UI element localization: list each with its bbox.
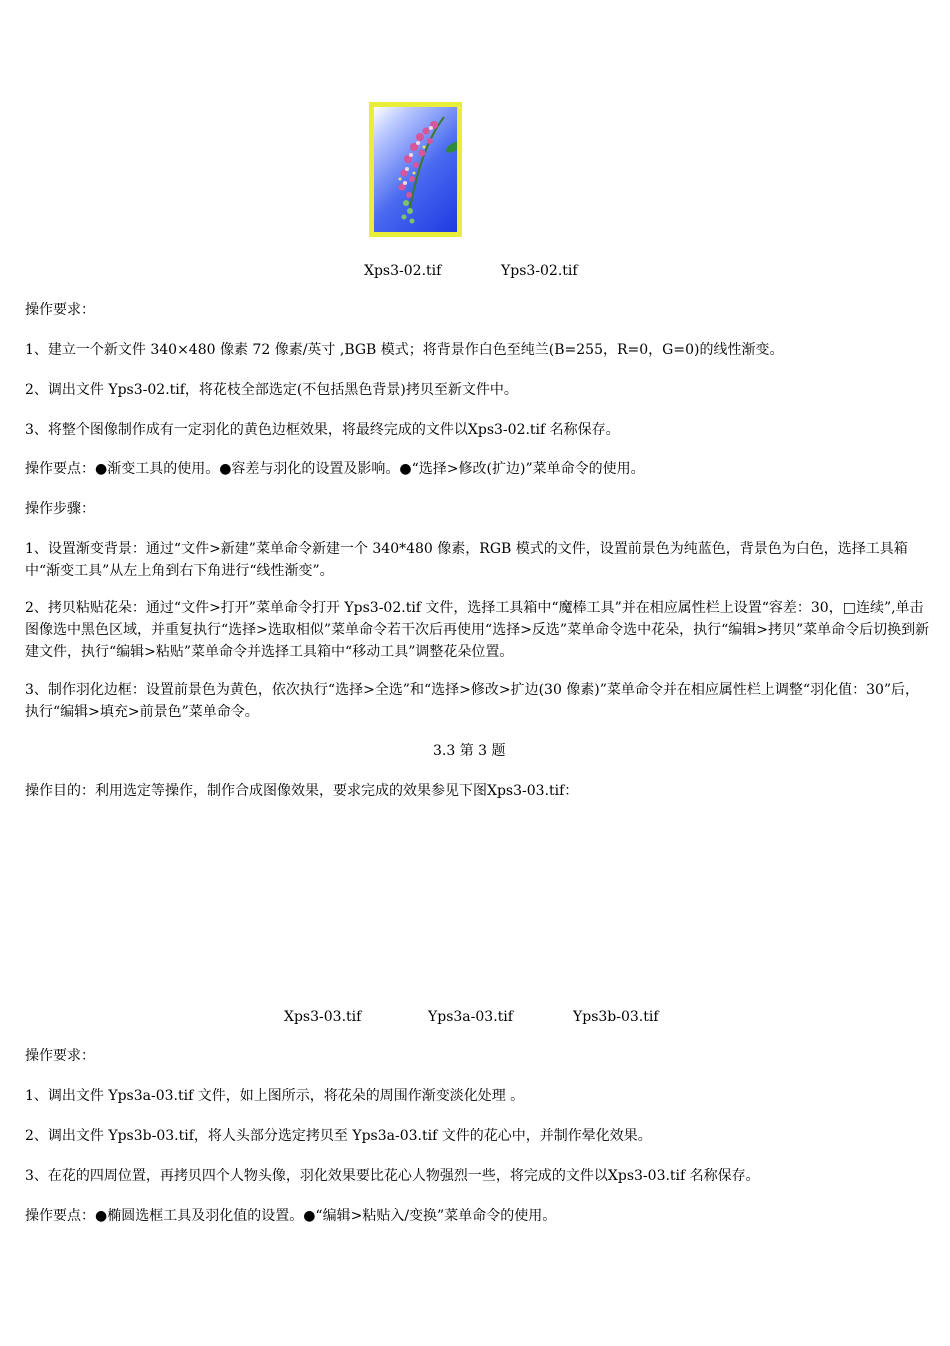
section2-title: 3.3 第 3 题 — [433, 743, 506, 759]
section2-req-2: 2、调出文件 Yps3b-03.tif，将人头部分选定拷贝至 Yps3a-03.tif 文件的花心中，并制作晕化效果。 — [25, 1128, 652, 1144]
caption-yps3b-03: Yps3b-03.tif — [573, 1009, 659, 1025]
section1-req-heading: 操作要求： — [25, 302, 95, 318]
flower-branch-illustration — [374, 107, 457, 232]
section1-step-3: 3、制作羽化边框：设置前景色为黄色，依次执行“选择>全选”和“选择>修改>扩边(30 像素)”菜单命令并在相应属性栏上调整“羽化值：30”后，执行“编辑>填充>前景色”菜单命令。 — [25, 682, 920, 720]
caption-xps3-02: Xps3-02.tif — [364, 263, 442, 279]
section1-req-2: 2、调出文件 Yps3-02.tif，将花枝全部选定(不包括黑色背景)拷贝至新文件中。 — [25, 382, 518, 398]
section2-req-heading: 操作要求： — [25, 1048, 95, 1064]
caption-yps3-02: Yps3-02.tif — [501, 263, 578, 279]
section2-req-1: 1、调出文件 Yps3a-03.tif 文件，如上图所示，将花朵的周围作渐变淡化处理 。 — [25, 1088, 525, 1104]
section2-purpose: 操作目的：利用选定等操作，制作合成图像效果，要求完成的效果参见下图Xps3-03.tif： — [25, 783, 579, 799]
section2-req-3: 3、在花的四周位置，再拷贝四个人物头像，羽化效果要比花心人物强烈一些，将完成的文件以Xps3-03.tif 名称保存。 — [25, 1168, 760, 1184]
section1-step-2: 2、拷贝粘贴花朵：通过“文件>打开”菜单命令打开 Yps3-02.tif 文件，选择工具箱中“魔棒工具”并在相应属性栏上设置“容差：30，□连续”,单击图像选中黑色区域，并重复执行“选择>选取相似”菜单命令若干次后再使用“选择>反选”菜单命令选中花朵，执行“编辑>拷贝”菜单命令后切换到新建文件，执行“编辑>粘贴”菜单命令并选择工具箱中“移动工具”调整花朵位置。 — [25, 600, 930, 660]
flower-image — [369, 102, 462, 237]
flower-image-gradient — [374, 107, 457, 232]
section1-req-1: 1、建立一个新文件 340×480 像素 72 像素/英寸 ,BGB 模式；将背景作白色至纯兰(B=255，R=0，G=0)的线性渐变。 — [25, 342, 784, 358]
section1-step-1: 1、设置渐变背景：通过“文件>新建”菜单命令新建一个 340*480 像素，RGB 模式的文件，设置前景色为纯蓝色，背景色为白色，选择工具箱中“渐变工具”从左上角到右下角进行“线性渐变”。 — [25, 541, 908, 579]
section1-key-points: 操作要点：●渐变工具的使用。●容差与羽化的设置及影响。●“选择>修改(扩边)”菜单命令的使用。 — [25, 461, 645, 477]
section1-steps-heading: 操作步骤： — [25, 501, 95, 517]
section1-req-3: 3、将整个图像制作成有一定羽化的黄色边框效果，将最终完成的文件以Xps3-02.tif 名称保存。 — [25, 422, 620, 438]
caption-yps3a-03: Yps3a-03.tif — [428, 1009, 513, 1025]
caption-xps3-03: Xps3-03.tif — [284, 1009, 362, 1025]
section2-key-points: 操作要点：●椭圆选框工具及羽化值的设置。●“编辑>粘贴入/变换”菜单命令的使用。 — [25, 1208, 557, 1224]
